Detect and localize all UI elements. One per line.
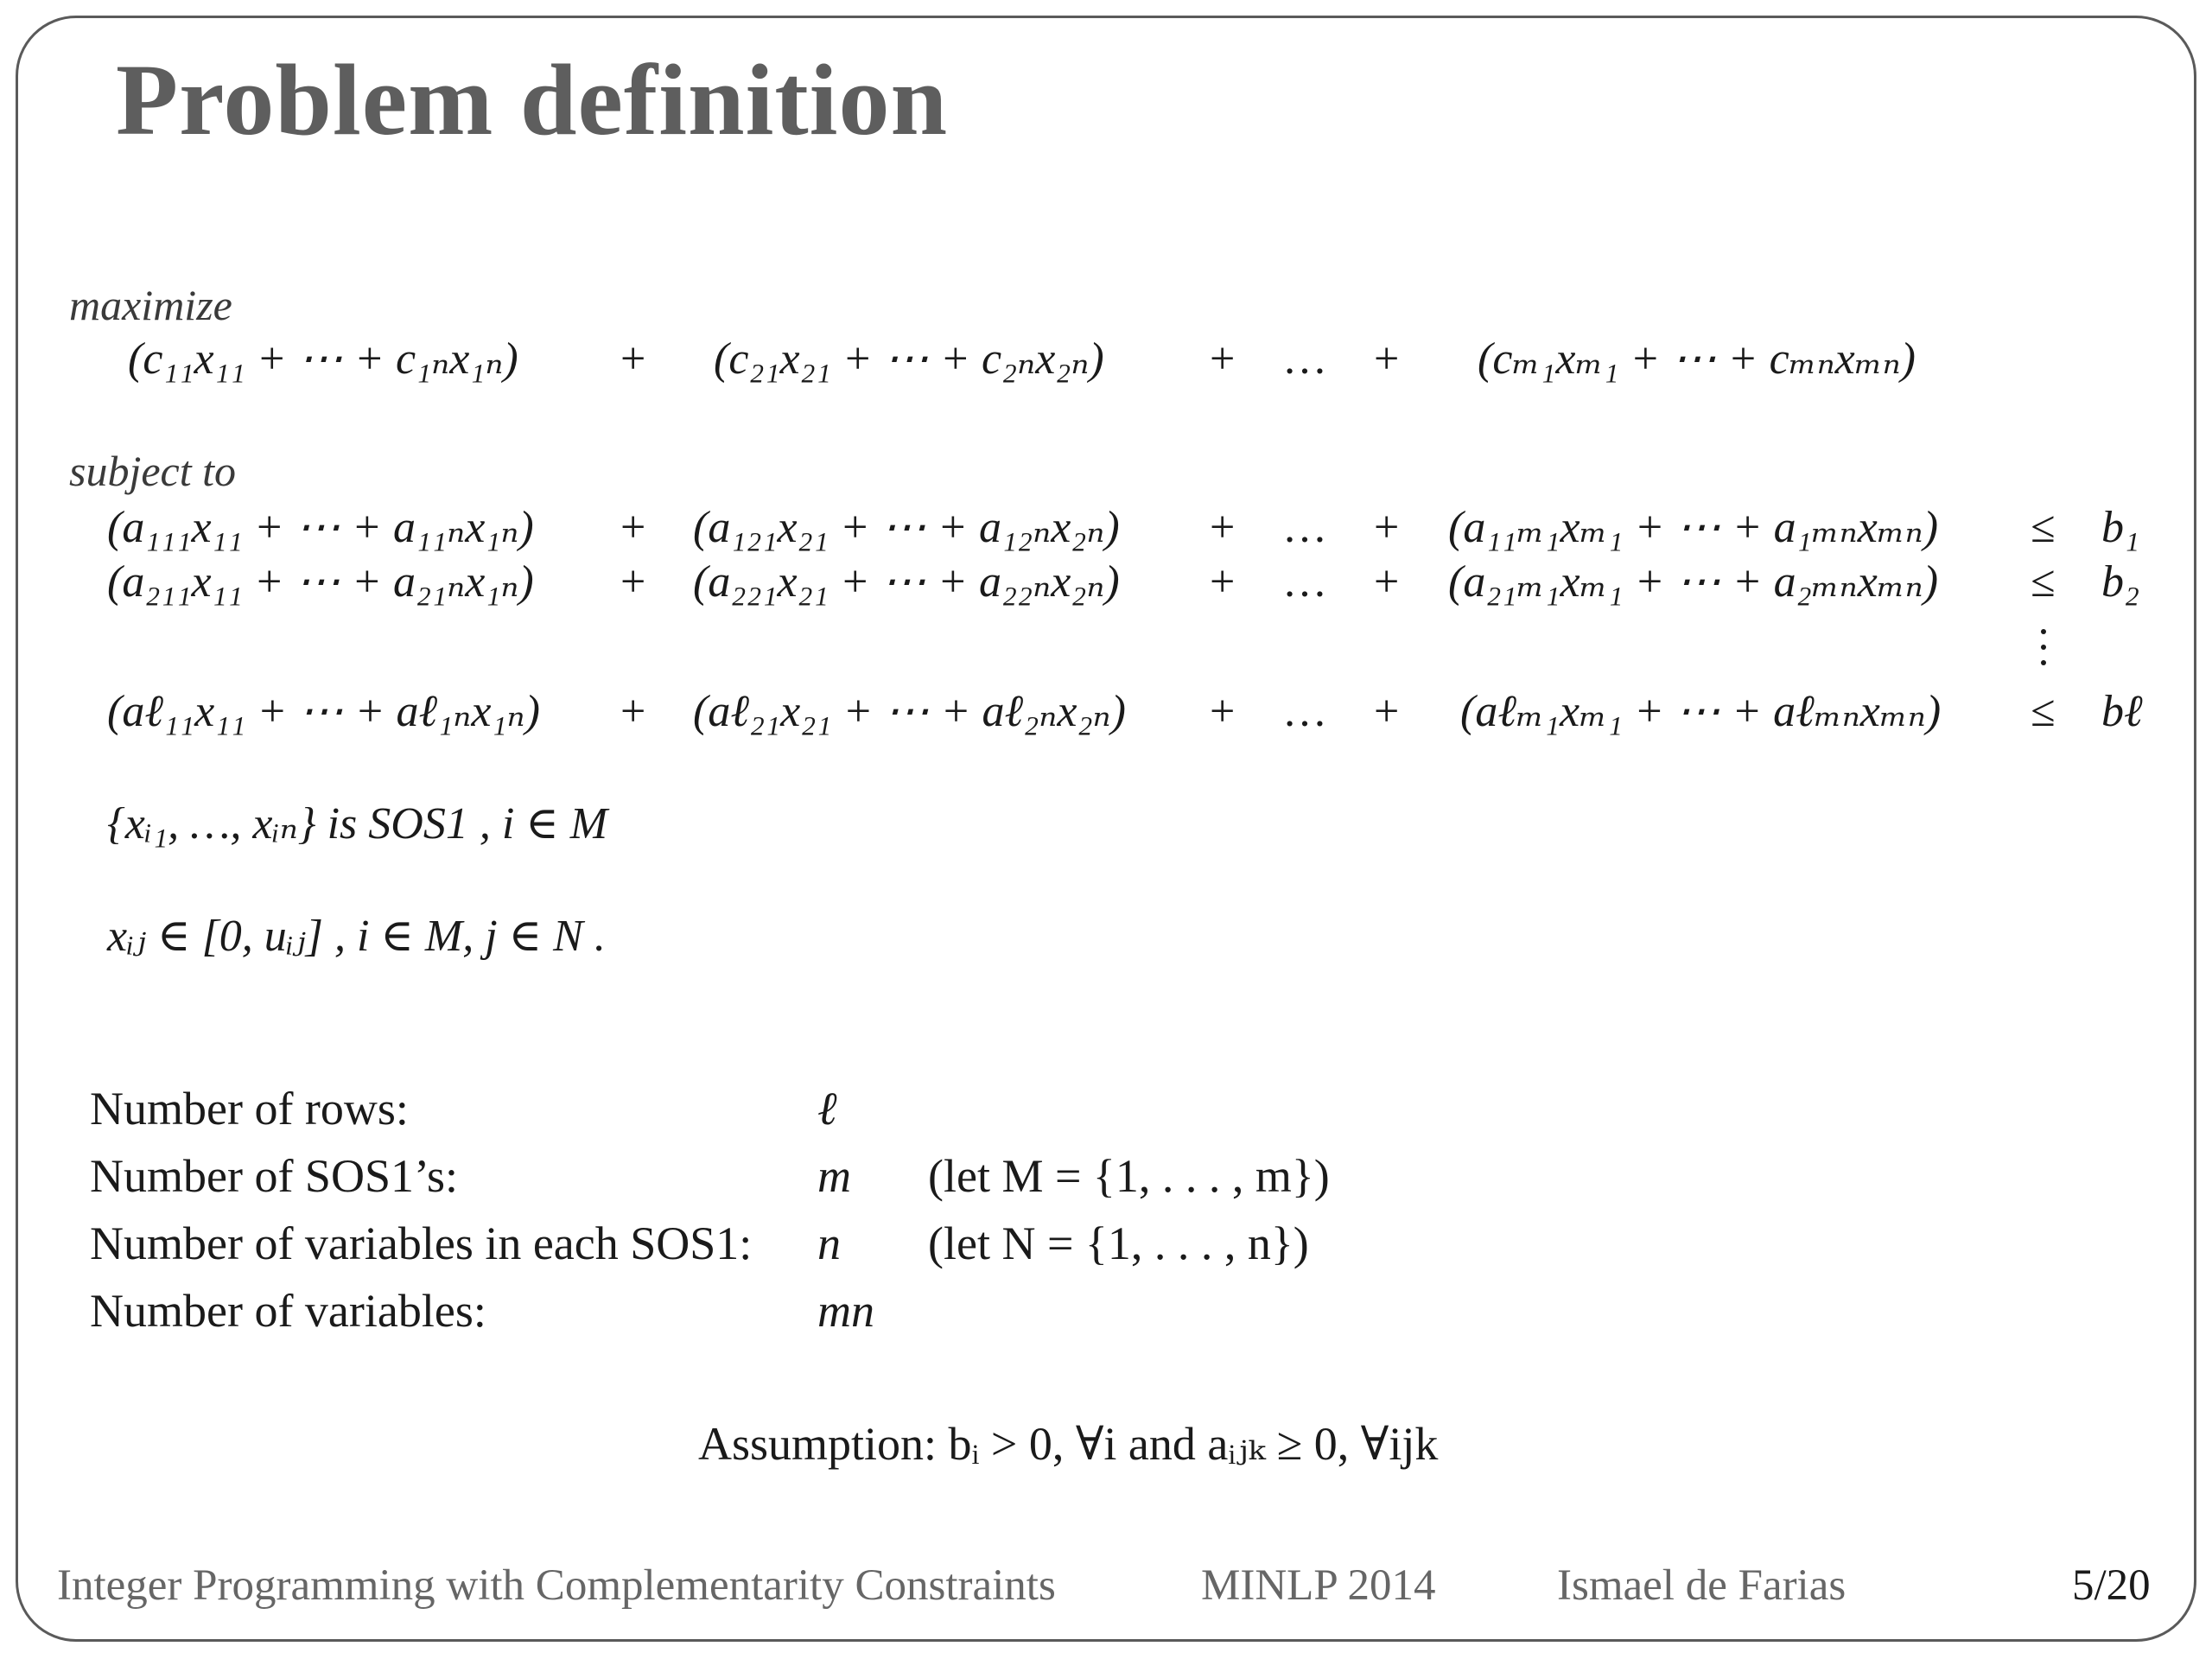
- constraint-1-term-2: (a₁₂₁x₂₁ + ⋯ + a₁₂ₙx₂ₙ): [693, 503, 1120, 552]
- constraint-2-plus-3: +: [1374, 557, 1400, 607]
- constraint-l-term-3: (aℓₘ₁xₘ₁ + ⋯ + aℓₘₙxₘₙ): [1460, 687, 1942, 736]
- slide-title: Problem definition: [116, 43, 949, 156]
- constraint-l-plus-1: +: [620, 687, 646, 736]
- info-note-vars-per-sos1: (let N = {1, . . . , n}): [928, 1217, 1309, 1269]
- constraint-1-rhs: b₁: [2101, 503, 2140, 552]
- constraint-1-ellipsis: …: [1282, 503, 1327, 552]
- constraint-2-term-1: (a₂₁₁x₁₁ + ⋯ + a₂₁ₙx₁ₙ): [107, 557, 534, 607]
- info-value-variables: mn: [817, 1285, 874, 1337]
- assumption-text: Assumption: bᵢ > 0, ∀i and aᵢⱼₖ ≥ 0, ∀ijk: [698, 1418, 1439, 1470]
- vertical-ellipsis: [2041, 629, 2050, 676]
- objective-plus-2: +: [1210, 334, 1236, 384]
- constraint-l-term-1: (aℓ₁₁x₁₁ + ⋯ + aℓ₁ₙx₁ₙ): [107, 687, 540, 736]
- objective-plus-1: +: [620, 334, 646, 384]
- constraint-2-plus-1: +: [620, 557, 646, 607]
- info-value-vars-per-sos1: n: [817, 1217, 841, 1269]
- info-value-rows: ℓ: [817, 1083, 837, 1135]
- constraint-1-term-3: (a₁₁ₘ₁xₘ₁ + ⋯ + a₁ₘₙxₘₙ): [1448, 503, 1939, 552]
- bounds-constraint: xᵢⱼ ∈ [0, uᵢⱼ] , i ∈ M, j ∈ N .: [107, 912, 606, 961]
- constraint-1-term-1: (a₁₁₁x₁₁ + ⋯ + a₁₁ₙx₁ₙ): [107, 503, 534, 552]
- constraint-2-rhs: b₂: [2101, 557, 2140, 607]
- constraint-l-ellipsis: …: [1282, 687, 1327, 736]
- objective-term-2: (c₂₁x₂₁ + ⋯ + c₂ₙx₂ₙ): [714, 334, 1104, 384]
- constraint-2-leq: ≤: [2031, 557, 2056, 607]
- sos1-constraint: {xᵢ₁, …, xᵢₙ} is SOS1 , i ∈ M: [107, 799, 608, 849]
- constraint-2-plus-2: +: [1210, 557, 1236, 607]
- footer-page-number: 5/20: [2072, 1561, 2151, 1610]
- maximize-label: maximize: [69, 281, 232, 329]
- constraint-1-leq: ≤: [2031, 503, 2056, 552]
- constraint-l-plus-3: +: [1374, 687, 1400, 736]
- subject-to-label: subject to: [69, 447, 237, 495]
- info-note-sos1s: (let M = {1, . . . , m}): [928, 1150, 1330, 1202]
- constraint-l-rhs: bℓ: [2101, 687, 2143, 736]
- info-value-sos1s: m: [817, 1150, 851, 1202]
- info-label-vars-per-sos1: Number of variables in each SOS1:: [90, 1217, 753, 1269]
- constraint-l-term-2: (aℓ₂₁x₂₁ + ⋯ + aℓ₂ₙx₂ₙ): [693, 687, 1126, 736]
- footer-talk-title: Integer Programming with Complementarity Constraints: [57, 1561, 1056, 1610]
- constraint-l-leq: ≤: [2031, 687, 2056, 736]
- constraint-2-ellipsis: …: [1282, 557, 1327, 607]
- objective-plus-3: +: [1374, 334, 1400, 384]
- info-label-variables: Number of variables:: [90, 1285, 486, 1337]
- info-label-rows: Number of rows:: [90, 1083, 409, 1135]
- objective-term-1: (c₁₁x₁₁ + ⋯ + c₁ₙx₁ₙ): [128, 334, 518, 384]
- objective-term-3: (cₘ₁xₘ₁ + ⋯ + cₘₙxₘₙ): [1478, 334, 1916, 384]
- constraint-l-plus-2: +: [1210, 687, 1236, 736]
- footer-author: Ismael de Farias: [1557, 1561, 1847, 1610]
- footer-conference: MINLP 2014: [1201, 1561, 1436, 1610]
- info-label-sos1s: Number of SOS1’s:: [90, 1150, 459, 1202]
- constraint-1-plus-3: +: [1374, 503, 1400, 552]
- constraint-1-plus-1: +: [620, 503, 646, 552]
- constraint-1-plus-2: +: [1210, 503, 1236, 552]
- constraint-2-term-3: (a₂₁ₘ₁xₘ₁ + ⋯ + a₂ₘₙxₘₙ): [1448, 557, 1939, 607]
- constraint-2-term-2: (a₂₂₁x₂₁ + ⋯ + a₂₂ₙx₂ₙ): [693, 557, 1120, 607]
- objective-ellipsis: …: [1282, 334, 1327, 384]
